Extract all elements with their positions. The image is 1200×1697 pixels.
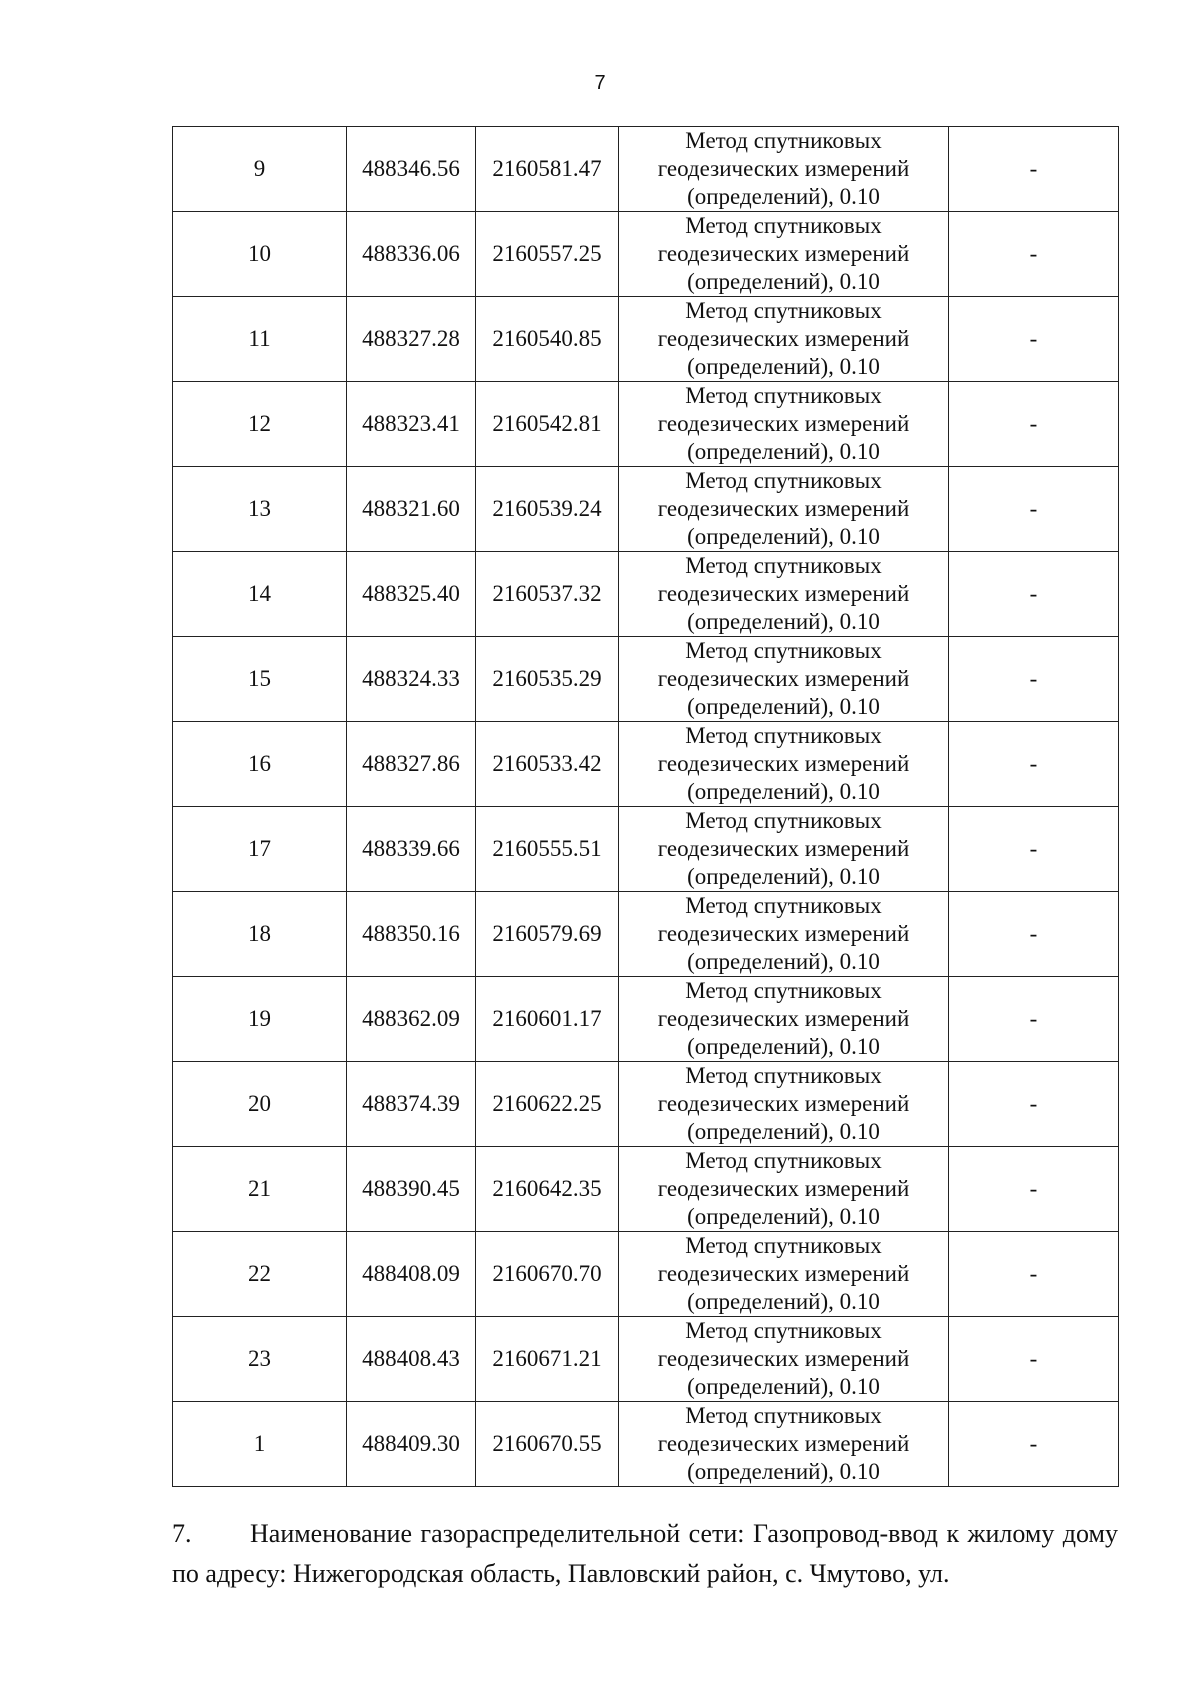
method-cell	[619, 637, 949, 722]
x-coordinate-cell: 488327.86	[347, 722, 476, 807]
x-coordinate-cell: 488324.33	[347, 637, 476, 722]
point-number-cell: 13	[173, 467, 347, 552]
method-line: (определений), 0.10	[687, 1289, 880, 1314]
method-line: геодезических измерений	[657, 496, 910, 521]
y-coordinate-cell: 2160555.51	[476, 807, 619, 892]
description-cell: -	[949, 807, 1119, 892]
table-row	[173, 552, 1119, 637]
method-line: (определений), 0.10	[687, 524, 880, 549]
y-coordinate-cell: 2160670.70	[476, 1232, 619, 1317]
y-coordinate-cell: 2160601.17	[476, 977, 619, 1062]
method-line: геодезических измерений	[657, 1006, 910, 1031]
table-row	[173, 1062, 1119, 1147]
method-line: Метод спутниковых	[685, 638, 882, 663]
method-line: (определений), 0.10	[687, 1034, 880, 1059]
y-coordinate-cell: 2160579.69	[476, 892, 619, 977]
point-number-cell: 1	[173, 1402, 347, 1487]
description-cell: -	[949, 1402, 1119, 1487]
point-number-cell: 9	[173, 127, 347, 212]
point-number-cell: 12	[173, 382, 347, 467]
method-line: геодезических измерений	[657, 241, 910, 266]
x-coordinate-cell: 488409.30	[347, 1402, 476, 1487]
y-coordinate-cell: 2160581.47	[476, 127, 619, 212]
description-cell: -	[949, 722, 1119, 807]
section-text: Наименование газораспределительной сети: Газопровод-ввод к жилому дому по адресу: Нижегородская область, Павловский район, с. Чмутово, ул.	[172, 1519, 1118, 1588]
method-cell	[619, 1317, 949, 1402]
x-coordinate-cell: 488374.39	[347, 1062, 476, 1147]
method-line: (определений), 0.10	[687, 949, 880, 974]
description-cell: -	[949, 1147, 1119, 1232]
y-coordinate-cell: 2160535.29	[476, 637, 619, 722]
method-line: Метод спутниковых	[685, 1233, 882, 1258]
method-cell	[619, 1147, 949, 1232]
x-coordinate-cell: 488325.40	[347, 552, 476, 637]
y-coordinate-cell: 2160537.32	[476, 552, 619, 637]
method-line: Метод спутниковых	[685, 383, 882, 408]
method-cell	[619, 1062, 949, 1147]
method-cell	[619, 382, 949, 467]
point-number-cell: 16	[173, 722, 347, 807]
point-number-cell: 20	[173, 1062, 347, 1147]
y-coordinate-cell: 2160670.55	[476, 1402, 619, 1487]
point-number-cell: 14	[173, 552, 347, 637]
table-row	[173, 807, 1119, 892]
method-line: геодезических измерений	[657, 581, 910, 606]
method-line: Метод спутниковых	[685, 128, 882, 153]
method-cell	[619, 807, 949, 892]
method-cell	[619, 467, 949, 552]
method-cell	[619, 1232, 949, 1317]
method-line: (определений), 0.10	[687, 1204, 880, 1229]
method-line: Метод спутниковых	[685, 1148, 882, 1173]
method-line: (определений), 0.10	[687, 694, 880, 719]
x-coordinate-cell: 488336.06	[347, 212, 476, 297]
description-cell: -	[949, 637, 1119, 722]
point-number-cell: 15	[173, 637, 347, 722]
method-line: Метод спутниковых	[685, 1318, 882, 1343]
table-row	[173, 1147, 1119, 1232]
x-coordinate-cell: 488339.66	[347, 807, 476, 892]
method-cell	[619, 1402, 949, 1487]
description-cell: -	[949, 1317, 1119, 1402]
description-cell: -	[949, 892, 1119, 977]
method-line: (определений), 0.10	[687, 1119, 880, 1144]
method-line: геодезических измерений	[657, 751, 910, 776]
table-row	[173, 297, 1119, 382]
table-row	[173, 722, 1119, 807]
point-number-cell: 22	[173, 1232, 347, 1317]
description-cell: -	[949, 297, 1119, 382]
method-cell	[619, 552, 949, 637]
method-line: Метод спутниковых	[685, 468, 882, 493]
x-coordinate-cell: 488327.28	[347, 297, 476, 382]
description-cell: -	[949, 977, 1119, 1062]
y-coordinate-cell: 2160557.25	[476, 212, 619, 297]
description-cell: -	[949, 382, 1119, 467]
description-cell: -	[949, 1232, 1119, 1317]
x-coordinate-cell: 488408.09	[347, 1232, 476, 1317]
y-coordinate-cell: 2160533.42	[476, 722, 619, 807]
table-row	[173, 212, 1119, 297]
method-line: Метод спутниковых	[685, 1063, 882, 1088]
table-row	[173, 1402, 1119, 1487]
method-line: геодезических измерений	[657, 1176, 910, 1201]
method-cell	[619, 892, 949, 977]
method-line: (определений), 0.10	[687, 779, 880, 804]
x-coordinate-cell: 488346.56	[347, 127, 476, 212]
method-cell	[619, 977, 949, 1062]
y-coordinate-cell: 2160540.85	[476, 297, 619, 382]
method-line: Метод спутниковых	[685, 1403, 882, 1428]
method-cell	[619, 722, 949, 807]
method-line: (определений), 0.10	[687, 1459, 880, 1484]
point-number-cell: 19	[173, 977, 347, 1062]
point-number-cell: 11	[173, 297, 347, 382]
method-line: (определений), 0.10	[687, 1374, 880, 1399]
description-cell: -	[949, 1062, 1119, 1147]
x-coordinate-cell: 488321.60	[347, 467, 476, 552]
point-number-cell: 21	[173, 1147, 347, 1232]
method-line: геодезических измерений	[657, 411, 910, 436]
y-coordinate-cell: 2160622.25	[476, 1062, 619, 1147]
method-line: геодезических измерений	[657, 1431, 910, 1456]
method-line: (определений), 0.10	[687, 354, 880, 379]
y-coordinate-cell: 2160542.81	[476, 382, 619, 467]
method-cell	[619, 212, 949, 297]
point-number-cell: 18	[173, 892, 347, 977]
table-row	[173, 467, 1119, 552]
method-line: геодезических измерений	[657, 156, 910, 181]
section-number: 7.	[172, 1519, 192, 1548]
method-line: (определений), 0.10	[687, 864, 880, 889]
page-number: 7	[594, 72, 606, 94]
y-coordinate-cell: 2160642.35	[476, 1147, 619, 1232]
table-row	[173, 637, 1119, 722]
description-cell: -	[949, 467, 1119, 552]
method-line: Метод спутниковых	[685, 213, 882, 238]
method-line: геодезических измерений	[657, 1261, 910, 1286]
x-coordinate-cell: 488408.43	[347, 1317, 476, 1402]
method-line: геодезических измерений	[657, 836, 910, 861]
section-paragraph	[172, 1514, 1118, 1594]
method-line: (определений), 0.10	[687, 609, 880, 634]
method-cell	[619, 127, 949, 212]
method-line: (определений), 0.10	[687, 184, 880, 209]
method-line: Метод спутниковых	[685, 808, 882, 833]
x-coordinate-cell: 488323.41	[347, 382, 476, 467]
method-line: Метод спутниковых	[685, 553, 882, 578]
method-line: Метод спутниковых	[685, 298, 882, 323]
point-number-cell: 10	[173, 212, 347, 297]
method-line: Метод спутниковых	[685, 978, 882, 1003]
table-row	[173, 977, 1119, 1062]
description-cell: -	[949, 552, 1119, 637]
x-coordinate-cell: 488350.16	[347, 892, 476, 977]
method-line: (определений), 0.10	[687, 269, 880, 294]
table-row	[173, 1317, 1119, 1402]
method-cell	[619, 297, 949, 382]
method-line: геодезических измерений	[657, 921, 910, 946]
x-coordinate-cell: 488390.45	[347, 1147, 476, 1232]
table-row	[173, 1232, 1119, 1317]
method-line: геодезических измерений	[657, 1346, 910, 1371]
description-cell: -	[949, 212, 1119, 297]
point-number-cell: 23	[173, 1317, 347, 1402]
y-coordinate-cell: 2160539.24	[476, 467, 619, 552]
coordinates-table	[172, 126, 1119, 1487]
method-line: геодезических измерений	[657, 326, 910, 351]
method-line: геодезических измерений	[657, 666, 910, 691]
method-line: Метод спутниковых	[685, 893, 882, 918]
table-row	[173, 892, 1119, 977]
table-row	[173, 382, 1119, 467]
method-line: Метод спутниковых	[685, 723, 882, 748]
method-line: геодезических измерений	[657, 1091, 910, 1116]
description-cell: -	[949, 127, 1119, 212]
method-line: (определений), 0.10	[687, 439, 880, 464]
point-number-cell: 17	[173, 807, 347, 892]
y-coordinate-cell: 2160671.21	[476, 1317, 619, 1402]
x-coordinate-cell: 488362.09	[347, 977, 476, 1062]
table-row	[173, 127, 1119, 212]
